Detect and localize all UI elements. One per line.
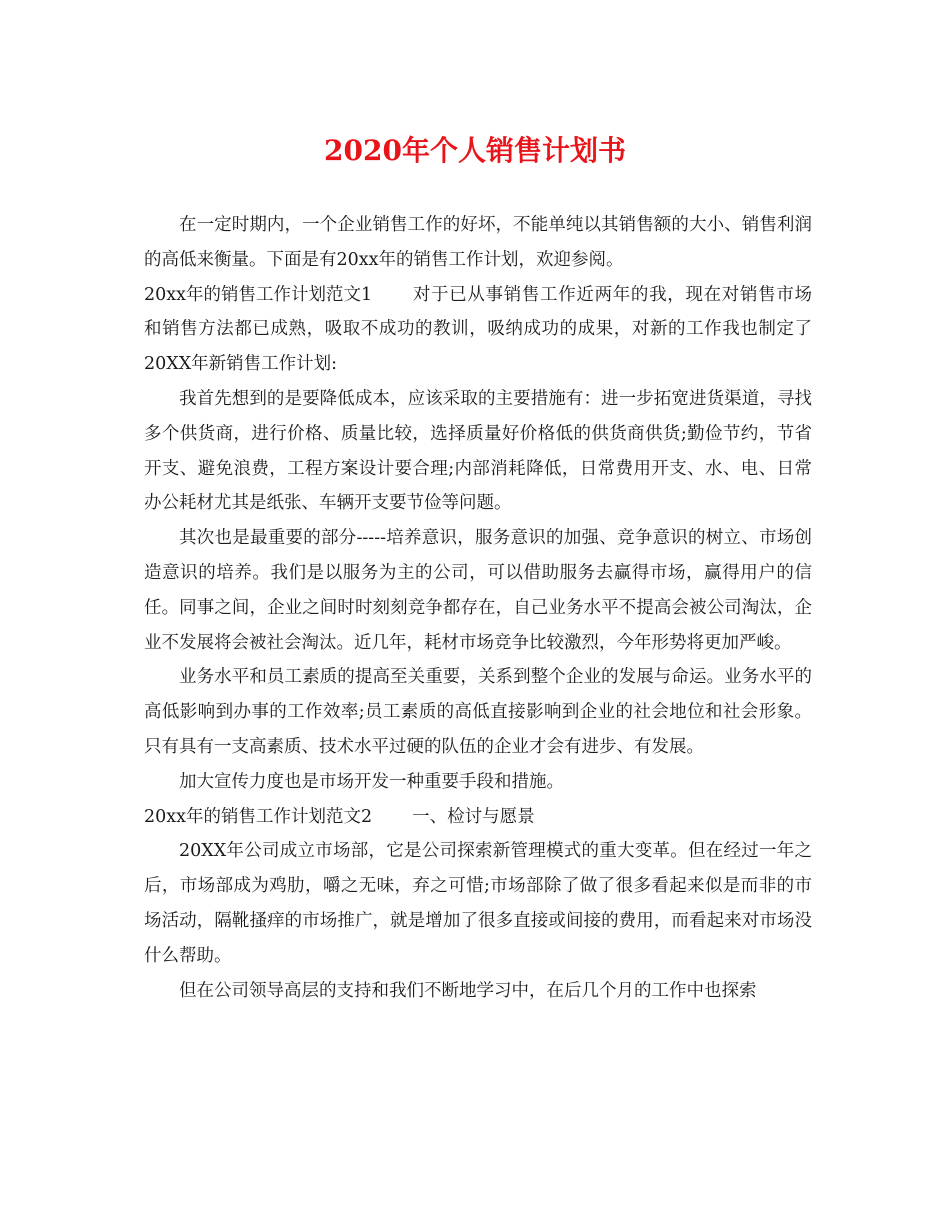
paragraph-publicity: 加大宣传力度也是市场开发一种重要手段和措施。 [179,771,564,792]
paragraph-awareness: 其次也是最重要的部分-----培养意识，服务意识的加强、竞争意识的树立、市场创造意识的培养。我们是以服务为主的公司，可以借助服务去赢得市场，赢得用户的信任。同事之间，企业之间时时刻刻竞争都存在，自己业务水平不提高会被公司淘汰，企业不发展将会被社会淘汰。近几年，耗材市场竞争比较激烈，今年形势将更加严峻。 [144,528,812,653]
paragraph-intro: 在一定时期内，一个企业销售工作的好坏，不能单纯以其销售额的大小、销售利润的高低来衡量。下面是有20xx年的销售工作计划，欢迎参阅。 [144,215,812,270]
paragraph-market-dept: 20XX年公司成立市场部，它是公司探索新管理模式的重大变革。但在经过一年之后，市场部成为鸡肋，嚼之无味，弃之可惜;市场部除了做了很多看起来似是而非的市场活动，隔靴搔痒的市场推广，就是增加了很多直接或间接的费用，而看起来对市场没什么帮助。 [144,841,812,966]
paragraph-sample-1-text: 对于已从事销售工作近两年的我，现在对销售市场和销售方法都已成熟，吸取不成功的教训，吸纳成功的成果，对新的工作我也制定了20XX年新销售工作计划: [144,284,812,375]
paragraph-sample-2 [144,800,812,835]
paragraph-leadership-support: 但在公司领导高层的支持和我们不断地学习中，在后几个月的工作中也探索 [179,980,757,1001]
paragraph-reduce-cost: 我首先想到的是要降低成本，应该采取的主要措施有：进一步拓宽进货渠道，寻找多个供货商，进行价格、质量比较，选择质量好价格低的供货商供货;勤俭节约，节省开支、避免浪费，工程方案设计要合理;内部消耗降低，日常费用开支、水、电、日常办公耗材尤其是纸张、车辆开支要节俭等问题。 [144,388,812,514]
document-title: 2020年个人销售计划书 [324,134,626,167]
paragraph-staff-quality: 业务水平和员工素质的提高至关重要，关系到整个企业的发展与命运。业务水平的高低影响到办事的工作效率;员工素质的高低直接影响到企业的社会地位和社会形象。只有具有一支高素质、技术水平过硬的队伍的企业才会有进步、有发展。 [144,667,812,757]
paragraph-sample-2-text: 一、检讨与愿景 [412,806,535,827]
section-label-sample-1: 20xx年的销售工作计划范文1 [144,284,373,305]
section-label-sample-2: 20xx年的销售工作计划范文2 [144,806,373,827]
document-body [144,208,812,1008]
paragraph-sample-1 [144,278,812,382]
